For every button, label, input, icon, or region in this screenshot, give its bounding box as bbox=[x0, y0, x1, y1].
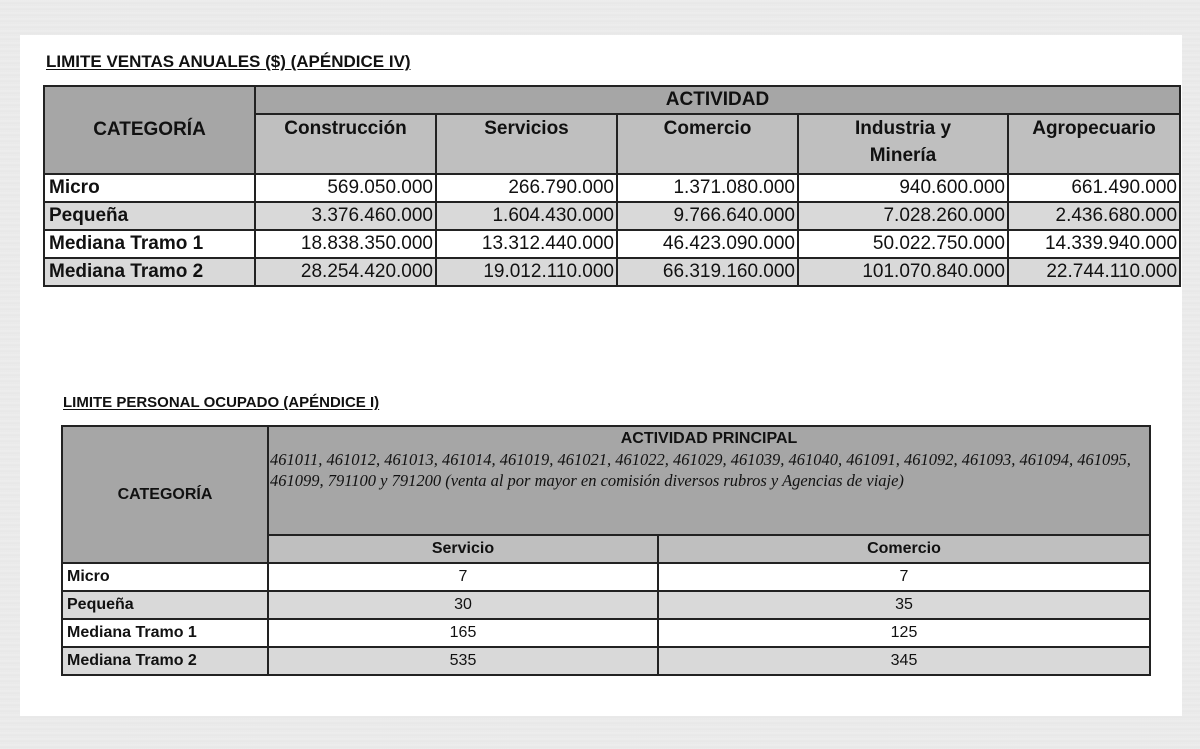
table-row bbox=[62, 647, 1150, 675]
cell-value: 1.604.430.000 bbox=[436, 202, 617, 230]
row-category: Mediana Tramo 2 bbox=[62, 647, 268, 675]
ventas-table bbox=[43, 85, 1181, 287]
row-category: Pequeña bbox=[44, 202, 255, 230]
cell-value: 266.790.000 bbox=[436, 174, 617, 202]
column-header: Servicio bbox=[268, 535, 658, 563]
table-row bbox=[62, 619, 1150, 647]
cell-value: 35 bbox=[658, 591, 1150, 619]
column-header: Comercio bbox=[658, 535, 1150, 563]
cell-value: 661.490.000 bbox=[1008, 174, 1180, 202]
cell-value: 7.028.260.000 bbox=[798, 202, 1008, 230]
cell-value: 125 bbox=[658, 619, 1150, 647]
row-category: Mediana Tramo 2 bbox=[44, 258, 255, 286]
cell-value: 66.319.160.000 bbox=[617, 258, 798, 286]
row-category: Micro bbox=[44, 174, 255, 202]
column-header: Agropecuario bbox=[1008, 114, 1180, 174]
cell-value: 535 bbox=[268, 647, 658, 675]
cell-value: 13.312.440.000 bbox=[436, 230, 617, 258]
column-header: Construcción bbox=[255, 114, 436, 174]
cell-value: 569.050.000 bbox=[255, 174, 436, 202]
cell-value: 50.022.750.000 bbox=[798, 230, 1008, 258]
row-category: Pequeña bbox=[62, 591, 268, 619]
table-row bbox=[44, 174, 1180, 202]
cell-value: 19.012.110.000 bbox=[436, 258, 617, 286]
row-category: Mediana Tramo 1 bbox=[62, 619, 268, 647]
cell-value: 22.744.110.000 bbox=[1008, 258, 1180, 286]
table-row bbox=[62, 563, 1150, 591]
activity-header: ACTIVIDAD PRINCIPAL bbox=[620, 430, 798, 447]
cell-value: 14.339.940.000 bbox=[1008, 230, 1180, 258]
personal-table bbox=[61, 425, 1151, 676]
row-category: Micro bbox=[62, 563, 268, 591]
column-header: Servicios bbox=[436, 114, 617, 174]
column-header: Comercio bbox=[617, 114, 798, 174]
category-header: CATEGORÍA bbox=[44, 86, 255, 174]
cell-value: 2.436.680.000 bbox=[1008, 202, 1180, 230]
ventas-table-title: LIMITE VENTAS ANUALES ($) (APÉNDICE IV) bbox=[46, 52, 411, 71]
cell-value: 345 bbox=[658, 647, 1150, 675]
cell-value: 9.766.640.000 bbox=[617, 202, 798, 230]
column-header: Industria y Minería bbox=[798, 114, 1008, 174]
activity-codes: 461011, 461012, 461013, 461014, 461019, 461021, 461022, 461029, 461039, 461040, 461091, 461092, 461093, 461094, 461095, 461099, 791100 y 791200 (venta al por mayor en comisión diversos rubros y Agencias de viaje) bbox=[270, 450, 1131, 490]
cell-value: 7 bbox=[268, 563, 658, 591]
cell-value: 28.254.420.000 bbox=[255, 258, 436, 286]
personal-table-title: LIMITE PERSONAL OCUPADO (APÉNDICE I) bbox=[63, 394, 380, 411]
cell-value: 1.371.080.000 bbox=[617, 174, 798, 202]
category-header: CATEGORÍA bbox=[62, 426, 268, 563]
document-page bbox=[20, 35, 1182, 716]
row-category: Mediana Tramo 1 bbox=[44, 230, 255, 258]
table-row bbox=[44, 202, 1180, 230]
activity-header-cell bbox=[268, 426, 1150, 535]
table-row bbox=[44, 230, 1180, 258]
cell-value: 3.376.460.000 bbox=[255, 202, 436, 230]
cell-value: 165 bbox=[268, 619, 658, 647]
activity-header: ACTIVIDAD bbox=[255, 86, 1180, 114]
cell-value: 46.423.090.000 bbox=[617, 230, 798, 258]
cell-value: 101.070.840.000 bbox=[798, 258, 1008, 286]
table-row bbox=[62, 591, 1150, 619]
cell-value: 30 bbox=[268, 591, 658, 619]
table-row bbox=[44, 258, 1180, 286]
cell-value: 7 bbox=[658, 563, 1150, 591]
cell-value: 18.838.350.000 bbox=[255, 230, 436, 258]
cell-value: 940.600.000 bbox=[798, 174, 1008, 202]
